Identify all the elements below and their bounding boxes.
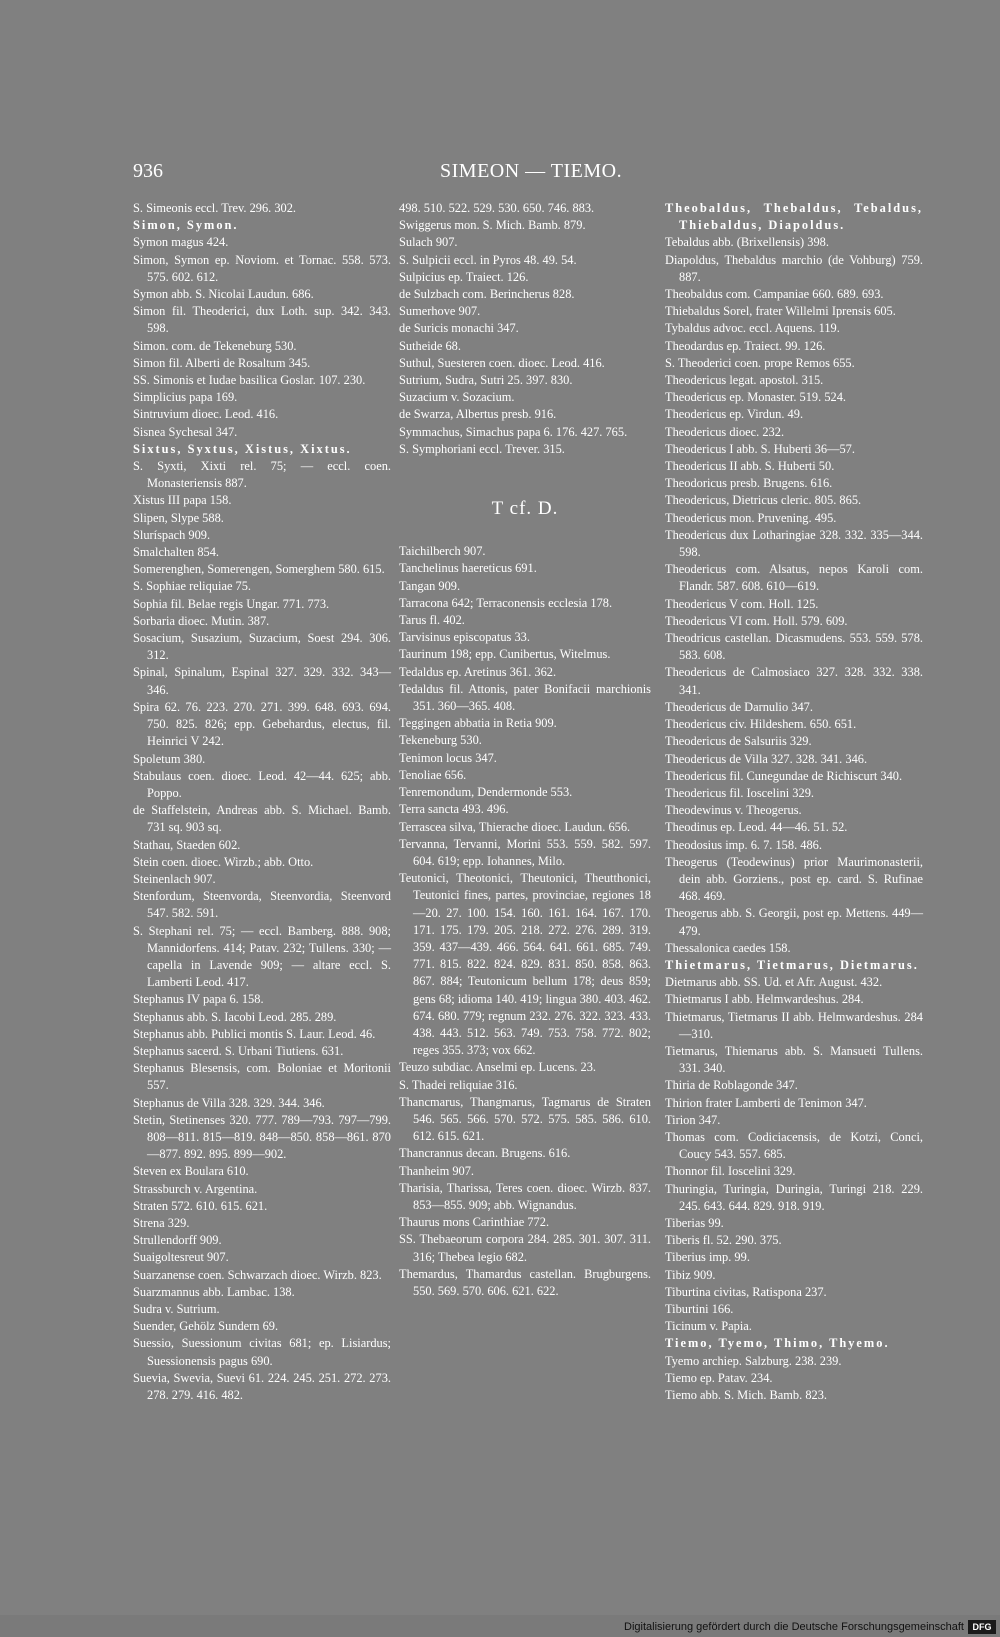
index-entry: Stathau, Staeden 602. [133,837,241,852]
index-entry: Theodardus ep. Traiect. 99. 126. [665,338,826,353]
index-entry: Straten 572. 610. 615. 621. [133,1198,268,1213]
index-entry: Suarzmannus abb. Lambac. 138. [133,1284,295,1299]
index-entry: Stephanus abb. S. Iacobi Leod. 285. 289. [133,1009,337,1024]
index-entry: Sophia fil. Belae regis Ungar. 771. 773. [133,596,330,611]
index-entry: Tirion 347. [665,1112,721,1127]
index-entry: Theodericus ep. Virdun. 49. [665,407,804,422]
index-entry: Theodericus II abb. S. Huberti 50. [665,459,835,474]
index-entry: Tiemo ep. Patav. 234. [665,1370,773,1385]
index-entry: Dietmarus abb. SS. Ud. et Afr. August. 432. [665,975,883,990]
index-entry: Tangan 909. [399,578,461,593]
index-entry: SS. Simonis et Iudae basilica Goslar. 107. 230. [133,373,366,388]
index-entry: Suarzanense coen. Schwarzach dioec. Wirzb. 823. [133,1267,382,1282]
index-entry: Tervanna, Tervanni, Morini 553. 559. 582. 597. 604. 619; epp. Iohannes, Milo. [399,836,651,868]
index-entry: 498. 510. 522. 529. 530. 650. 746. 883. [399,201,595,215]
index-entry: Strassburch v. Argentina. [133,1181,258,1196]
index-column-1 [133,200,391,1404]
index-entry: Steven ex Boulara 610. [133,1164,249,1179]
index-entry: Theogerus (Teodewinus) prior Maurimonasterii, dein abb. Gorziens., post ep. card. S. Rufinae 468. 469. [665,854,923,904]
index-heading-entry: Theobaldus, Thebaldus, Tebaldus, Thiebaldus, Diapoldus. [665,201,923,233]
index-entry: Theodericus dux Lotharingiae 328. 332. 335—344. 598. [665,527,923,560]
index-entry: Suzacium v. Sozacium. [399,390,515,405]
index-entry: Tietmarus, Thiemarus abb. S. Mansueti Tullens. 331. 340. [665,1043,923,1076]
index-entry: Taichilberch 907. [399,544,486,559]
index-entry: Stephanus IV papa 6. 158. [133,992,264,1007]
index-entry: Thiebaldus Sorel, frater Willelmi Iprensis 605. [665,304,896,319]
index-entry: Theodericus de Darnulio 347. [665,699,813,714]
index-entry: Theodericus, Dietricus cleric. 805. 865. [665,493,862,508]
index-entry: Thonnor fil. Ioscelini 329. [665,1164,796,1179]
index-entry: Simon fil. Alberti de Rosaltum 345. [133,355,311,370]
index-entry: Tibiz 909. [665,1267,716,1282]
index-entry: Theodericus I abb. S. Huberti 36—57. [665,441,855,456]
index-heading-entry: Thietmarus, Tietmarus, Dietmarus. [665,957,919,972]
index-entry: Symmachus, Simachus papa 6. 176. 427. 765. [399,424,628,439]
index-entry: Stenfordum, Steenvorda, Steenvordia, Steenvord 547. 582. 591. [133,889,391,921]
index-entry: S. Sulpicii eccl. in Pyros 48. 49. 54. [399,252,577,267]
index-entry: Spinal, Spinalum, Espinal 327. 329. 332. 343—346. [133,665,391,697]
index-entry: Tebaldus abb. (Brixellensis) 398. [665,235,829,250]
footer-credit: Digitalisierung gefördert durch die Deutsche Forschungsgemeinschaft [624,1621,964,1633]
index-entry: Theodericus legat. apostol. 315. [665,373,824,388]
index-entry: Suessio, Suessionum civitas 681; ep. Lisiardus; Suessionensis pagus 690. [133,1336,391,1368]
index-entry: Tarracona 642; Terraconensis ecclesia 178. [399,595,613,610]
index-entry: Theodericus dioec. 232. [665,424,785,439]
index-entry: Theodericus mon. Pruvening. 495. [665,510,837,525]
index-entry: Thancrannus decan. Brugens. 616. [399,1146,571,1161]
index-entry: Thaurus mons Carinthiae 772. [399,1215,550,1230]
index-entry: Theodericus civ. Hildeshem. 650. 651. [665,717,857,732]
index-entry: Sluríspach 909. [133,527,211,542]
index-entry: Tedaldus ep. Aretinus 361. 362. [399,664,557,679]
index-entry: Tedaldus fil. Attonis, pater Bonifacii marchionis 351. 360—365. 408. [399,681,651,714]
index-entry: Suthul, Suesteren coen. dioec. Leod. 416. [399,355,605,370]
index-entry: Simon. com. de Tekeneburg 530. [133,338,297,353]
dfg-logo: DFG [968,1620,996,1634]
index-entry: Theodericus de Villa 327. 328. 341. 346. [665,751,868,766]
index-entry: Spoletum 380. [133,751,206,766]
index-entry: Taurinum 198; epp. Cunibertus, Witelmus. [399,647,611,662]
index-entry: Simplicius papa 169. [133,390,238,405]
index-entry: Tybaldus advoc. eccl. Aquens. 119. [665,321,840,336]
index-entry: Tharisia, Tharissa, Teres coen. dioec. Wirzb. 837. 853—855. 909; abb. Wignandus. [399,1180,651,1212]
index-entry: Strullendorff 909. [133,1233,222,1248]
index-entry: de Suricis monachi 347. [399,321,519,336]
index-entry: Tenremondum, Dendermonde 553. [399,785,573,800]
section-heading: T cf. D. [491,498,559,520]
index-entry: Tekeneburg 530. [399,733,482,748]
index-entry: SS. Thebaeorum corpora 284. 285. 301. 307. 311. 316; Thebea legio 682. [399,1232,651,1264]
index-entry: Theodericus de Salsuriis 329. [665,734,812,749]
index-entry: Stephanus abb. Publici montis S. Laur. Leod. 46. [133,1026,376,1041]
index-entry: Thirion frater Lamberti de Tenimon 347. [665,1095,867,1110]
index-entry: de Sulzbach com. Berincherus 828. [399,287,575,302]
index-entry: S. Symphoriani eccl. Trever. 315. [399,441,565,456]
index-entry: Suaigoltesreut 907. [133,1250,229,1265]
index-entry: Stephanus Blesensis, com. Boloniae et Moritonii 557. [133,1061,391,1093]
index-entry: Tenimon locus 347. [399,750,497,765]
index-entry: Teutonici, Theotonici, Theutonici, Theutthonici, Teutonici fines, partes, provinciae, regiones 18—20. 27. 100. 154. 160. 161. 164. 167. 170. 171. 175. 179. 205. 218. 272. 276. 289. 319. 359. 437—439. 466. 564. 641. 661. 685. 749. 771. 815. 822. 824. 829. 831. 850. 858. 863. 867. 884; Teutonicum bellum 178; deus 859; gens 68; idioma 140. 419; lingua 380. 403. 462. 674. 680. 779; regnum 232. 276. 322. 323. 433. 438. 443. 512. 563. 749. 753. 758. 772. 802; reges 355. 373; vox 662. [399,871,651,1058]
index-entry: Themardus, Thamardus castellan. Brugburgens. 550. 569. 570. 606. 621. 622. [399,1266,651,1298]
index-entry: Symon magus 424. [133,235,229,250]
index-entry: Theodericus com. Alsatus, nepos Karoli com. Flandr. 587. 608. 610—619. [665,562,923,594]
index-entry: Xistus III papa 158. [133,493,232,508]
index-entry: Tenoliae 656. [399,767,467,782]
index-entry: Theodinus ep. Leod. 44—46. 51. 52. [665,820,848,835]
index-entry: S. Sophiae reliquiae 75. [133,579,252,594]
index-entry: S. Theoderici coen. prope Remos 655. [665,355,855,370]
footer-bar [0,1615,1000,1637]
index-entry: Tiemo abb. S. Mich. Bamb. 823. [665,1388,828,1403]
index-entry: Suender, Gehölz Sundern 69. [133,1319,279,1334]
index-entry: Diapoldus, Thebaldus marchio (de Vohburg) 759. 887. [665,252,923,284]
index-entry: Sulpicius ep. Traiect. 126. [399,269,529,284]
index-entry: Sosacium, Susazium, Suzacium, Soest 294. 306. 312. [133,631,391,663]
index-entry: Thietmarus I abb. Helmwardeshus. 284. [665,992,864,1007]
index-heading-entry: Tiemo, Tyemo, Thimo, Thyemo. [665,1336,890,1351]
index-entry: Theodericus ep. Monaster. 519. 524. [665,390,847,405]
index-entry: Ticinum v. Papia. [665,1319,752,1334]
index-entry: Tanchelinus haereticus 691. [399,561,537,576]
index-entry: Theodewinus v. Theogerus. [665,803,802,818]
index-entry: Steinenlach 907. [133,871,216,886]
index-entry: Slipen, Slype 588. [133,510,224,525]
index-entry: S. Thadei reliquiae 316. [399,1077,518,1092]
index-entry: Tarvisinus episcopatus 33. [399,630,530,645]
index-entry: Sumerhove 907. [399,304,481,319]
index-entry: Swiggerus mon. S. Mich. Bamb. 879. [399,218,586,233]
index-column-2 [399,200,651,1300]
index-entry: Tiburtini 166. [665,1302,734,1316]
index-entry: de Staffelstein, Andreas abb. S. Michael. Bamb. 731 sq. 903 sq. [133,803,391,835]
index-entry: Terrascea silva, Thierache dioec. Laudun. 656. [399,819,631,834]
index-entry: Stephanus sacerd. S. Urbani Tiutiens. 631. [133,1043,344,1058]
index-entry: Stephanus de Villa 328. 329. 344. 346. [133,1095,325,1110]
index-entry: Thiria de Roblagonde 347. [665,1078,798,1093]
index-column-3 [665,200,923,1404]
index-entry: Tyemo archiep. Salzburg. 238. 239. [665,1353,842,1368]
index-entry: Theobaldus com. Campaniae 660. 689. 693. [665,287,884,302]
index-entry: Theodosius imp. 6. 7. 158. 486. [665,837,822,852]
index-entry: Teggingen abbatia in Retia 909. [399,716,557,731]
index-heading-entry: Sixtus, Syxtus, Xistus, Xixtus. [133,441,352,456]
index-entry: Thancmarus, Thangmarus, Tagmarus de Straten 546. 565. 566. 570. 572. 575. 585. 586. 610. 612. 615. 621. [399,1094,651,1144]
index-entry: Smalchalten 854. [133,545,220,560]
index-entry: Somerenghen, Somerengen, Somerghem 580. 615. [133,562,385,577]
index-entry: Theodericus fil. Ioscelini 329. [665,785,814,800]
index-entry: de Swarza, Albertus presb. 916. [399,407,557,422]
index-entry: Theogerus abb. S. Georgii, post ep. Mettens. 449—479. [665,906,923,938]
index-entry: Sudra v. Sutrium. [133,1302,220,1316]
index-entry: Suevia, Swevia, Suevi 61. 224. 245. 251. 272. 273. 278. 279. 416. 482. [133,1370,391,1403]
index-entry: S. Syxti, Xixti rel. 75; — eccl. coen. Monasteriensis 887. [133,459,391,491]
index-entry: Sorbaria dioec. Mutin. 387. [133,613,270,628]
index-entry: Simon fil. Theoderici, dux Loth. sup. 342. 343. 598. [133,304,391,336]
index-entry: Thietmarus, Tietmarus II abb. Helmwardeshus. 284—310. [665,1009,923,1041]
index-entry: Tiberias 99. [665,1215,724,1230]
index-entry: Tiburtina civitas, Ratispona 237. [665,1284,827,1299]
index-entry: Tiberis fl. 52. 290. 375. [665,1233,782,1248]
index-entry: Thanheim 907. [399,1163,475,1178]
index-entry: Theodericus de Calmosiaco 327. 328. 332. 338. 341. [665,665,923,697]
index-entry: Sulach 907. [399,235,458,250]
index-entry: Simon, Symon ep. Noviom. et Tornac. 558. 573. 575. 602. 612. [133,252,391,284]
index-entry: S. Simeonis eccl. Trev. 296. 302. [133,201,297,215]
index-entry: Thessalonica caedes 158. [665,940,791,955]
index-entry: Sutrium, Sudra, Sutri 25. 397. 830. [399,373,573,388]
index-entry: Thomas com. Codiciacensis, de Kotzi, Conci, Coucy 543. 557. 685. [665,1129,923,1162]
index-entry: Thuringia, Turingia, Duringia, Turingi 218. 229. 245. 643. 644. 829. 918. 919. [665,1181,923,1213]
index-entry: Sisnea Sychesal 347. [133,424,238,439]
index-entry: Theodericus fil. Cunegundae de Richiscurt 340. [665,768,903,783]
index-entry: Terra sancta 493. 496. [399,802,509,817]
index-entry: Theodricus castellan. Dicasmudens. 553. 559. 578. 583. 608. [665,631,923,663]
index-entry: Tiberius imp. 99. [665,1250,750,1265]
index-entry: Strena 329. [133,1215,190,1230]
index-entry: Theodericus VI com. Holl. 579. 609. [665,613,848,628]
index-entry: Spira 62. 76. 223. 270. 271. 399. 648. 693. 694. 750. 825. 826; epp. Gebehardus, electus, fil. Heinrici V 242. [133,699,391,749]
index-entry: Sintruvium dioec. Leod. 416. [133,407,279,422]
index-entry: Stabulaus coen. dioec. Leod. 42—44. 625; abb. Poppo. [133,768,391,800]
index-entry: Stetin, Stetinenses 320. 777. 789—793. 797—799. 808—811. 815—819. 848—850. 858—861. 870—877. 892. 895. 899—902. [133,1112,391,1162]
index-entry: S. Stephani rel. 75; — eccl. Bamberg. 888. 908; Mannidorfens. 414; Patav. 232; Tullens. 330; — capella in Lavende 909; — altare eccl. S. Lamberti Leod. 417. [133,923,391,990]
index-entry: Teuzo subdiac. Anselmi ep. Lucens. 23. [399,1060,596,1075]
index-entry: Symon abb. S. Nicolai Laudun. 686. [133,287,314,302]
index-heading-entry: Simon, Symon. [133,218,239,233]
index-entry: Stein coen. dioec. Wirzb.; abb. Otto. [133,854,314,869]
index-entry: Theodoricus presb. Brugens. 616. [665,476,833,491]
index-entry: Sutheide 68. [399,338,461,353]
index-entry: Tarus fl. 402. [399,613,465,628]
index-entry: Theodericus V com. Holl. 125. [665,596,819,611]
page-title: SIMEON — TIEMO. [440,160,623,182]
page-number: 936 [133,160,163,182]
